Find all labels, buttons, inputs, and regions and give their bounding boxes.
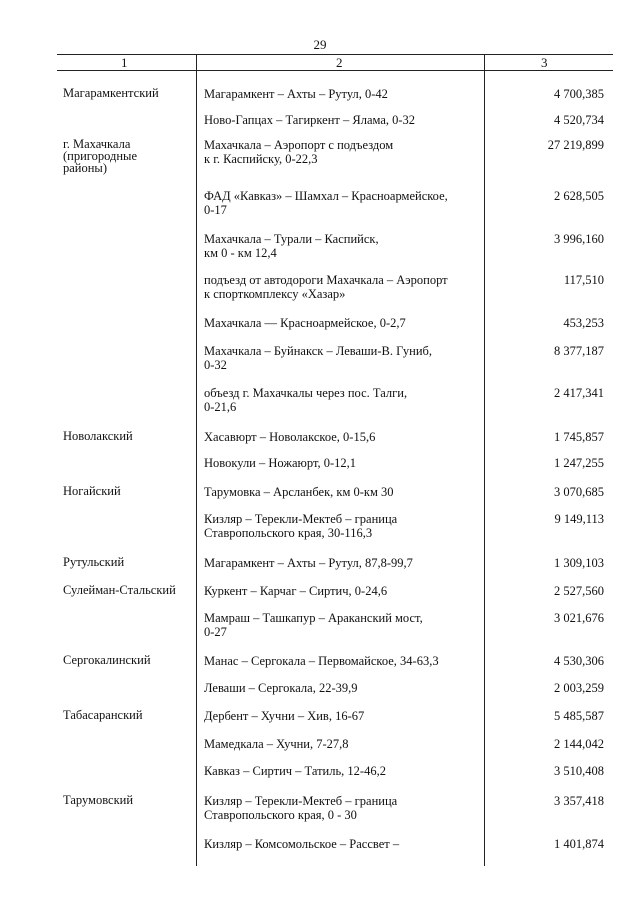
header-col-1: 1: [121, 55, 128, 70]
district-cell: Тарумовский: [63, 793, 134, 807]
value-cell: 2 144,042: [554, 737, 604, 751]
road-cell: Куркент – Карчаг – Сиртич, 0-24,6: [204, 584, 388, 598]
district-cell: Табасаранский: [63, 708, 143, 722]
road-cell: Махачкала — Красноармейское, 0-2,7: [204, 316, 406, 330]
road-cell: Махачкала – Буйнакск – Леваши-В. Гуниб, 0-32: [204, 344, 432, 372]
district-cell: Новолакский: [63, 429, 133, 443]
road-cell: объезд г. Махачкалы через пос. Талги, 0-21,6: [204, 386, 408, 414]
road-cell: Манас – Сергокала – Первомайское, 34-63,3: [204, 654, 439, 668]
value-cell: 3 996,160: [554, 232, 604, 246]
district-cell: Сулейман-Стальский: [63, 583, 176, 597]
value-cell: 27 219,899: [547, 138, 604, 152]
road-cell: Леваши – Сергокала, 22-39,9: [204, 681, 358, 695]
road-cell: Дербент – Хучни – Хив, 16-67: [204, 709, 365, 723]
value-cell: 3 357,418: [554, 794, 604, 808]
value-cell: 1 401,874: [554, 837, 604, 851]
district-cell: г. Махачкала (пригородные районы): [63, 137, 137, 175]
value-cell: 4 520,734: [554, 113, 604, 127]
road-cell: Новокули – Ножаюрт, 0-12,1: [204, 456, 357, 470]
district-cell: Сергокалинский: [63, 653, 151, 667]
value-cell: 2 527,560: [554, 584, 604, 598]
road-cell: Хасавюрт – Новолакское, 0-15,6: [204, 430, 376, 444]
value-cell: 4 700,385: [554, 87, 604, 101]
value-cell: 4 530,306: [554, 654, 604, 668]
value-cell: 2 417,341: [554, 386, 604, 400]
value-cell: 453,253: [563, 316, 604, 330]
road-cell: ФАД «Кавказ» – Шамхал – Красноармейское, 0-17: [204, 189, 448, 217]
road-cell: Кизляр – Терекли-Мектеб – граница Ставропольского края, 0 - 30: [204, 794, 398, 822]
table-top-rule: [57, 54, 613, 55]
road-cell: подъезд от автодороги Махачкала – Аэропорт к спорткомплексу «Хазар»: [204, 273, 448, 301]
column-divider-1: [196, 54, 197, 866]
value-cell: 8 377,187: [554, 344, 604, 358]
district-cell: Ногайский: [63, 484, 121, 498]
header-col-2: 2: [336, 55, 343, 70]
road-cell: Мамедкала – Хучни, 7-27,8: [204, 737, 349, 751]
value-cell: 9 149,113: [554, 512, 604, 526]
value-cell: 2 628,505: [554, 189, 604, 203]
road-cell: Ново-Гапцах – Тагиркент – Ялама, 0-32: [204, 113, 416, 127]
value-cell: 2 003,259: [554, 681, 604, 695]
road-cell: Кавказ – Сиртич – Татиль, 12-46,2: [204, 764, 386, 778]
header-col-3: 3: [541, 55, 548, 70]
road-cell: Кизляр – Комсомольское – Рассвет –: [204, 837, 400, 851]
road-cell: Кизляр – Терекли-Мектеб – граница Ставропольского края, 30-116,3: [204, 512, 398, 540]
district-cell: Рутульский: [63, 555, 125, 569]
value-cell: 3 510,408: [554, 764, 604, 778]
district-cell: Магарамкентский: [63, 86, 159, 100]
value-cell: 117,510: [563, 273, 604, 287]
road-cell: Мамраш – Ташкапур – Араканский мост, 0-27: [204, 611, 423, 639]
road-cell: Магарамкент – Ахты – Рутул, 87,8-99,7: [204, 556, 413, 570]
road-cell: Тарумовка – Арсланбек, км 0-км 30: [204, 485, 394, 499]
value-cell: 3 070,685: [554, 485, 604, 499]
value-cell: 1 247,255: [554, 456, 604, 470]
value-cell: 1 745,857: [554, 430, 604, 444]
value-cell: 5 485,587: [554, 709, 604, 723]
value-cell: 1 309,103: [554, 556, 604, 570]
page-number: 29: [313, 37, 327, 52]
value-cell: 3 021,676: [554, 611, 604, 625]
road-cell: Махачкала – Аэропорт с подъездом к г. Каспийску, 0-22,3: [204, 138, 394, 166]
road-cell: Магарамкент – Ахты – Рутул, 0-42: [204, 87, 388, 101]
header-bottom-rule: [57, 70, 613, 71]
road-cell: Махачкала – Турали – Каспийск, км 0 - км 12,4: [204, 232, 379, 260]
